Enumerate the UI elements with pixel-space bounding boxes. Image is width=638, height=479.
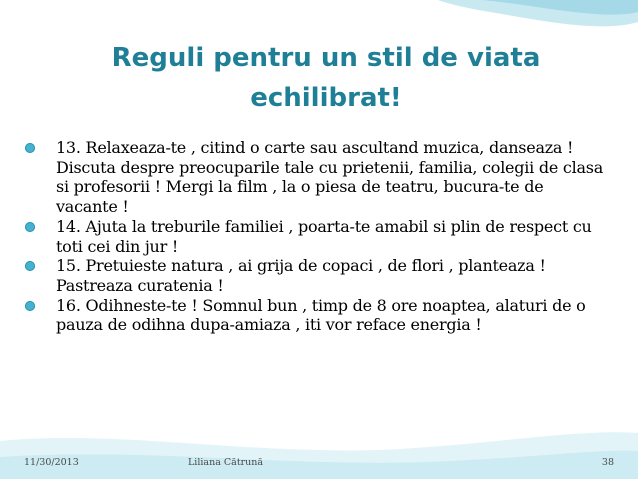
bullet-text: 15. Pretuieste natura , ai grija de copaci , de flori , planteaza ! Pastreaza curatenia ! bbox=[56, 256, 546, 295]
bullet-icon bbox=[25, 222, 35, 232]
bullet-text: 14. Ajuta la treburile familiei , poarta-te amabil si plin de respect cu toti cei din jur ! bbox=[56, 216, 592, 256]
bullet-icon bbox=[25, 301, 35, 311]
footer-author: Liliana Cătrună bbox=[188, 457, 264, 468]
bullet-item-14 bbox=[22, 217, 606, 256]
bullet-text: 16. Odihneste-te ! Somnul bun , timp de 8 ore noaptea, alaturi de o pauza de odihna dupa-amiaza , iti vor reface energia ! bbox=[56, 295, 586, 335]
footer-page-number: 38 bbox=[601, 457, 614, 468]
bullet-item-15 bbox=[22, 256, 606, 295]
slide-title: Reguli pentru un stil de viata echilibrat! bbox=[111, 43, 541, 113]
bullet-icon bbox=[25, 261, 35, 271]
bullet-text: 13. Relaxeaza-te , citind o carte sau ascultand muzica, danseaza ! Discuta despre preocuparile tale cu prietenii, familia, colegii de clasa si profesorii ! Mergi la film , la o piesa de teatru, bucura-te de vacante ! bbox=[56, 138, 603, 217]
bullet-item-16 bbox=[22, 296, 606, 335]
top-right-wave-decoration bbox=[438, 0, 638, 34]
bullet-icon bbox=[25, 143, 35, 153]
footer-date: 11/30/2013 bbox=[24, 457, 79, 468]
bullet-item-13 bbox=[22, 138, 606, 217]
slide-footer bbox=[0, 457, 638, 473]
bullet-list bbox=[22, 138, 606, 335]
